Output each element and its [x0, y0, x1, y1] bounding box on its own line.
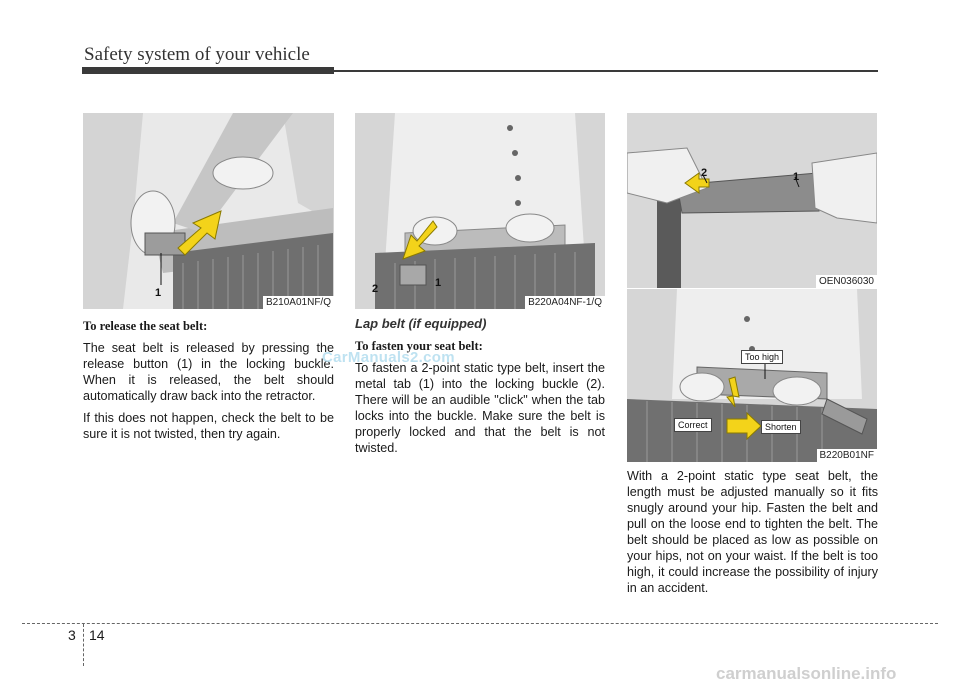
- figure-code: B220B01NF: [817, 449, 877, 462]
- illustration-fasten-lap-belt: [355, 113, 605, 309]
- column-lap-belt: [355, 316, 605, 462]
- column-adjust: [627, 468, 878, 602]
- section-heading: To fasten your seat belt:: [355, 339, 483, 353]
- watermark: CarManuals2.com: [322, 349, 455, 366]
- section-title: Lap belt (if equipped): [355, 316, 487, 331]
- illustration-release-belt: [83, 113, 334, 309]
- paragraph: The seat belt is released by pressing the release button (1) in the locking buckle. When it is released, the belt should automatically draw back into the retractor.: [83, 341, 334, 403]
- header-rule-thick: [82, 67, 334, 74]
- callout-1: 1: [793, 171, 800, 183]
- header-rule-thin: [334, 70, 878, 72]
- paragraph: With a 2-point static type seat belt, the length must be adjusted manually so it fits snugly around your hip. Fasten the belt and pull on the loose end to tighten the belt. The belt should be placed as low as possible on your hips, not on your waist. If the belt is too high, it could increase the possibility of injury in an accident.: [627, 469, 878, 595]
- watermark-site: carmanualsonline.info: [716, 664, 897, 683]
- paragraph: If this does not happen, check the belt to be sure it is not twisted, then try again.: [83, 411, 334, 441]
- figure-belt-adjust: [627, 113, 877, 288]
- illustration-belt-adjust: [627, 113, 877, 288]
- callout-2: 2: [372, 283, 379, 295]
- figure-code: OEN036030: [816, 275, 877, 288]
- label-correct: Correct: [674, 418, 712, 432]
- section-number: 3: [68, 627, 76, 643]
- page-number: 14: [89, 627, 105, 643]
- column-release: [83, 318, 334, 448]
- section-heading: To release the seat belt:: [83, 319, 208, 333]
- figure-code: B210A01NF/Q: [263, 296, 334, 309]
- page-title: Safety system of your vehicle: [84, 44, 310, 65]
- label-shorten: Shorten: [761, 420, 801, 434]
- label-too-high: Too high: [741, 350, 783, 364]
- callout-2: 2: [701, 167, 708, 179]
- footer-divider: [83, 624, 84, 666]
- footer-rule: [22, 623, 938, 624]
- figure-fasten-lap-belt: [355, 113, 605, 309]
- figure-release-belt: [83, 113, 334, 309]
- callout-1: 1: [155, 287, 162, 299]
- figure-code: B220A04NF-1/Q: [525, 296, 605, 309]
- illustration-belt-position: [627, 289, 877, 462]
- paragraph: To fasten a 2-point static type belt, insert the metal tab (1) into the locking buckle (2). There will be an audible "click" when the tab locks into the buckle. Make sure the belt is properly locked and that the belt is not twisted.: [355, 361, 605, 455]
- callout-1: 1: [435, 277, 442, 289]
- figure-belt-position: [627, 289, 877, 462]
